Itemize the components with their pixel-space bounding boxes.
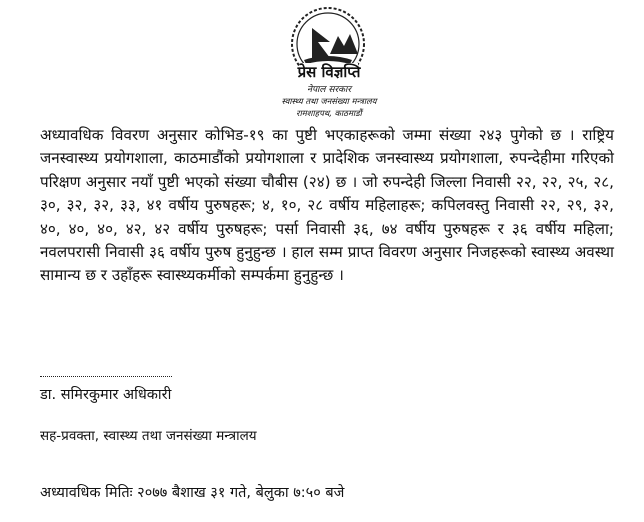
signatory-name: डा. समिरकुमार अधिकारी	[40, 387, 172, 403]
seal-label: प्रेस विज्ञप्ति	[297, 63, 361, 81]
government-seal-icon	[268, 4, 388, 120]
seal-line-2: स्वास्थ्य तथा जनसंख्या मन्त्रालय	[281, 96, 377, 106]
signature-line	[40, 376, 172, 377]
seal-line-1: नेपाल सरकार	[306, 85, 352, 95]
seal-line-3: रामशाहपथ, काठमाडौं	[296, 108, 362, 118]
signatory-title: सह-प्रवक्ता, स्वास्थ्य तथा जनसंख्या मन्त्रालय	[40, 428, 257, 444]
press-release-body: अध्यावधिक विवरण अनुसार कोभिड-१९ का पुष्टी भएकाहरूको जम्मा संख्या २४३ पुगेको छ । राष्ट्रिय जनस्वास्थ्य प्रयोगशाला, काठमाडौंको प्रयोगशाला र प्रादेशिक जनस्वास्थ्य प्रयोगशाला, रुपन्देहीमा गरिएको परिक्षण अनुसार नयाँ पुष्टी भएको संख्या चौबीस (२४) छ । जो रुपन्देही जिल्ला निवासी २२, २२, २५, २८, ३०, ३२, ३२, ३३, ४१ वर्षीय पुरुषहरू; ४, १०, २८ वर्षीय महिलाहरू; कपिलवस्तु निवासी २२, २९, ३२, ४०, ४०, ४०, ४२, ४२ वर्षीय पुरुषहरू; पर्सा निवासी ३६, ७४ वर्षीय पुरुषहरू र ३६ वर्षीय महिला; नवलपरासी निवासी ३६ वर्षीय पुरुष हुनुहुन्छ । हाल सम्म प्राप्त विवरण अनुसार निजहरूको स्वास्थ्य अवस्था सामान्य छ र उहाँहरू स्वास्थ्यकर्मीको सम्पर्कमा हुनुहुन्छ ।	[40, 126, 614, 285]
update-date: अध्यावधिक मितिः २०७७ बैशाख ३१ गते, बेलुका ७:५० बजे	[40, 485, 345, 501]
